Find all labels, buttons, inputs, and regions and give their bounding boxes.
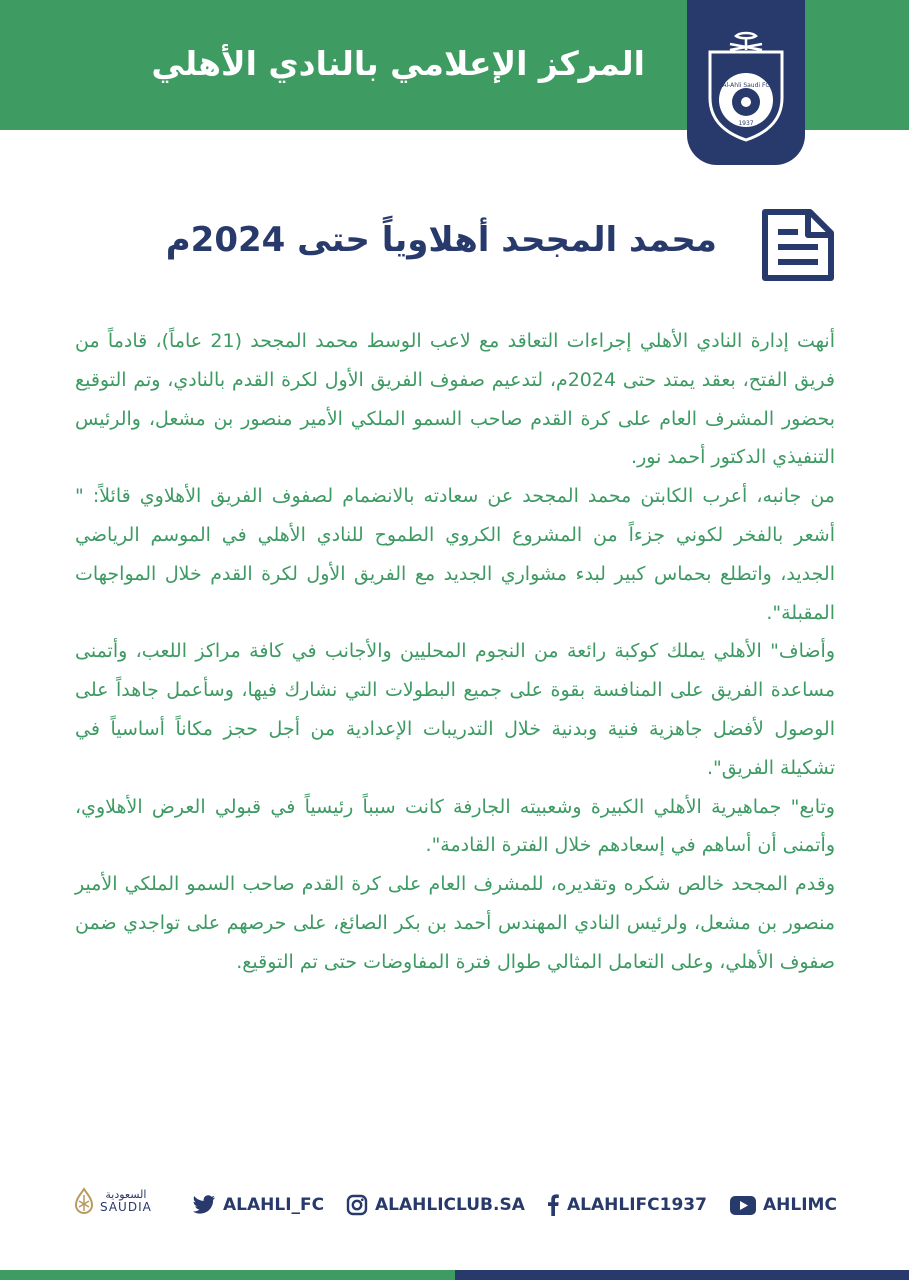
youtube-handle[interactable]: [730, 1187, 837, 1223]
twitter-label: ALAHLI_FC: [223, 1195, 325, 1215]
youtube-label: AHLIMC: [763, 1195, 837, 1215]
facebook-icon: [546, 1194, 560, 1216]
bottom-band-navy: [455, 1270, 909, 1280]
club-logo-tab: [687, 0, 805, 165]
article-paragraph-3: وأضاف" الأهلي يملك كوكبة رائعة من النجوم المحليين والأجانب في كافة مراكز اللعب، وأتمنى مساعدة الفريق على المنافسة بقوة على جميع البطولات التي نشارك فيها، وسأعمل جاهداً على الوصول لأفضل جاهزية فنية وبدنية خلال التدريبات الإعدادية من أجل حجز مكاناً أساسياً في تشكيلة الفريق".: [75, 640, 835, 779]
youtube-icon: [730, 1196, 756, 1215]
bottom-band-green: [0, 1270, 455, 1280]
facebook-label: ALAHLIFC1937: [567, 1195, 707, 1215]
instagram-handle[interactable]: [346, 1187, 525, 1223]
document-icon: [760, 207, 836, 283]
logo-year: 1937: [738, 120, 754, 127]
saudia-arabic: السعودية: [105, 1188, 147, 1201]
facebook-handle[interactable]: [546, 1187, 707, 1223]
article-paragraph-1: أنهت إدارة النادي الأهلي إجراءات التعاقد مع لاعب الوسط محمد المجحد (21 عاماً)، قادماً من فريق الفتح، بعقد يمتد حتى 2024م، لتدعيم صفوف الفريق الأول لكرة القدم بالنادي، وتم التوقيع بحضور المشرف العام على كرة القدم صاحب السمو الملكي الأمير منصور بن مشعل، والرئيس التنفيذي الدكتور أحمد نور.: [75, 330, 835, 469]
saudia-english: SAUDIA: [100, 1200, 152, 1214]
saudia-emblem-icon: [72, 1187, 96, 1215]
logo-club-name: Al-Ahli Saudi FC: [722, 82, 770, 89]
article-body: [75, 322, 835, 982]
article-paragraph-4: وتابع" جماهيرية الأهلي الكبيرة وشعبيته الجارفة كانت سبباً رئيسياً في قبولي العرض الأهلاوي، وأتمنى أن أساهم في إسعادهم خلال الفترة القادمة".: [75, 795, 835, 857]
saudia-sponsor: [72, 1187, 152, 1215]
article-paragraph-2: من جانبه، أعرب الكابتن محمد المجحد عن سعادته بالانضمام لصفوف الفريق الأهلاوي قائلاً: " أشعر بالفخر لكوني جزءاً من المشروع الكروي الطموح للنادي الأهلي في الموسم الرياضي الجديد، واتطلع بحماس كبير لبدء مشواري الجديد مع الفريق الأول لكرة القدم خلال المواجهات المقبلة".: [75, 485, 835, 624]
club-logo: [704, 30, 788, 142]
twitter-icon: [192, 1195, 216, 1215]
article-title: محمد المجحد أهلاوياً حتى 2024م: [165, 220, 717, 260]
footer: [70, 1187, 840, 1223]
header-title: المركز الإعلامي بالنادي الأهلي: [151, 44, 645, 83]
instagram-label: ALAHLICLUB.SA: [375, 1195, 525, 1215]
instagram-icon: [346, 1194, 368, 1216]
twitter-handle[interactable]: [192, 1187, 324, 1223]
article-paragraph-5: وقدم المجحد خالص شكره وتقديره، للمشرف العام على كرة القدم صاحب السمو الملكي الأمير منصور بن مشعل، ولرئيس النادي المهندس أحمد بن بكر الصائغ، على حرصهم على تواجدي ضمن صفوف الأهلي، وعلى التعامل المثالي طوال فترة المفاوضات حتى تم التوقيع.: [75, 873, 835, 973]
